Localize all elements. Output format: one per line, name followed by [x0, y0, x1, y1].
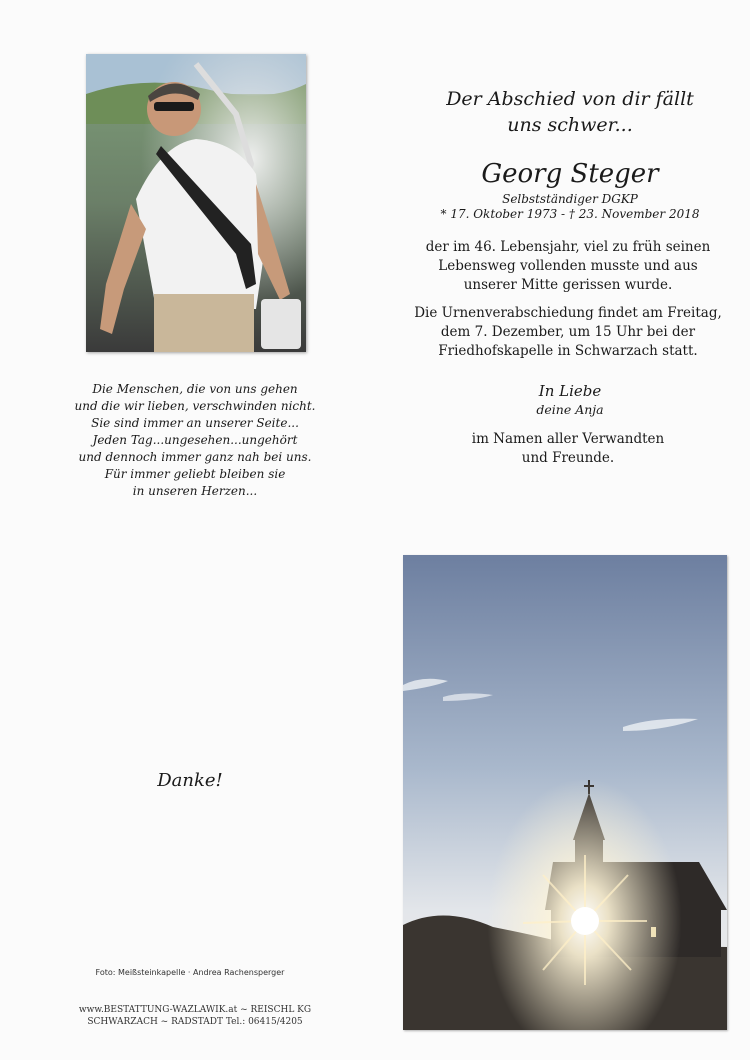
- headline-line: uns schwer...: [507, 114, 633, 136]
- paragraph-ceremony: [403, 304, 733, 361]
- poem-line: und die wir lieben, verschwinden nicht.: [74, 399, 316, 413]
- headline: [420, 86, 720, 138]
- headline-line: Der Abschied von dir fällt: [446, 88, 694, 110]
- signature: deine Anja: [536, 402, 604, 417]
- text-line: Lebensweg vollenden musste und aus: [438, 258, 698, 274]
- photo-credit: Foto: Meißsteinkapelle · Andrea Rachensperger: [95, 968, 285, 977]
- text-line: im Namen aller Verwandten: [471, 431, 665, 447]
- deceased-profession: Selbstständiger DGKP: [502, 192, 638, 206]
- text-line: Die Urnenverabschiedung findet am Freitag,: [414, 305, 722, 321]
- poem-line: Sie sind immer an unserer Seite...: [91, 416, 299, 430]
- text-line: und Freunde.: [521, 450, 615, 466]
- poem-line: Jeden Tag...ungesehen...ungehört: [92, 433, 298, 447]
- family-note: [403, 430, 733, 468]
- text-line: der im 46. Lebensjahr, viel zu früh seinen: [425, 239, 711, 255]
- chapel-photo: [403, 555, 727, 1030]
- footer-line: SCHWARZACH ~ RADSTADT Tel.: 06415/4205: [87, 1017, 303, 1027]
- text-line: dem 7. Dezember, um 15 Uhr bei der: [440, 324, 696, 340]
- portrait-photo: [86, 54, 306, 352]
- poem-line: Für immer geliebt bleiben sie: [104, 467, 286, 481]
- paragraph-age: [403, 238, 733, 295]
- footer-line: www.BESTATTUNG-WAZLAWIK.at ~ REISCHL KG: [78, 1005, 312, 1015]
- poem-line: in unseren Herzen...: [132, 484, 258, 498]
- thanks-text: Danke!: [157, 770, 223, 791]
- deceased-name: Georg Steger: [481, 159, 659, 189]
- life-dates: * 17. Oktober 1973 - † 23. November 2018: [440, 207, 700, 221]
- in-liebe: In Liebe: [538, 382, 602, 400]
- poem-line: Die Menschen, die von uns gehen: [92, 382, 298, 396]
- text-line: Friedhofskapelle in Schwarzach statt.: [438, 343, 698, 359]
- funeral-home-footer: [60, 1004, 330, 1028]
- text-line: unserer Mitte gerissen wurde.: [463, 277, 673, 293]
- poem: [50, 381, 340, 500]
- poem-line: und dennoch immer ganz nah bei uns.: [78, 450, 312, 464]
